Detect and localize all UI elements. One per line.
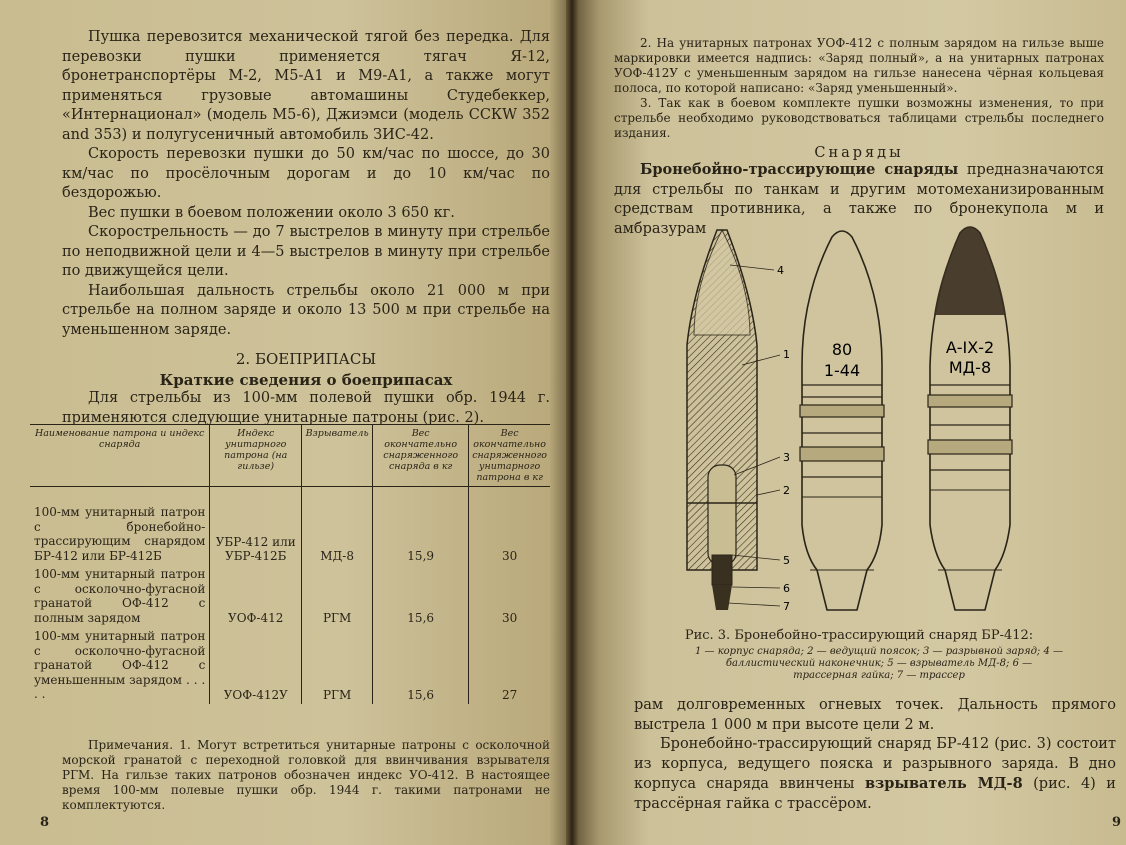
note-2: 2. На унитарных патронах УОФ-412 с полным зарядом на гильзе выше маркировки имеется надпись: «Заряд полный», а на унитарных патронах УОФ-412У с уменьшенным зарядом на гильзе нанесена чёрная кольцевая полоса, по которой написано: «Заряд уменьшенный». (614, 36, 1104, 95)
subsection-title: Краткие сведения о боеприпасах (159, 371, 453, 389)
paragraph-br412 (634, 735, 1116, 814)
right-text-block-bottom (634, 696, 1116, 814)
callout-4: 4 (777, 264, 784, 277)
shell-figure (672, 225, 1032, 620)
table-cell: 15,9 (373, 487, 469, 566)
shell-side-view-2 (928, 227, 1012, 610)
paragraph-transport: Пушка перевозится механической тягой без передка. Для перевозки пушки применяется тягач Я-12, бронетранспортёры М-2, М5-А1 и М9-А1, а также могут применяться грузовые автомашины Студебеккер, «Интернационал» (модель М5-6), Джиэмси (модель ССКW 352 and 353) и полугусеничный автомобиль ЗИС-42. (62, 29, 550, 143)
book-gutter (566, 0, 578, 845)
shell-side-view-1 (800, 231, 884, 610)
paragraph-rate-of-fire: Скорострельность — до 7 выстрелов в минуту при стрельбе по неподвижной цели и 4—5 выстрелов в минуту при стрельбе по движущейся цели. (62, 224, 550, 279)
table-header: Наименование патрона и индекс снаряда (30, 425, 210, 487)
table-cell: 30 (469, 565, 550, 627)
table-header: Вес окончательно снаряженного унитарного патрона в кг (469, 425, 550, 487)
paragraph-rounds-intro: Для стрельбы из 100-мм полевой пушки обр. 1944 г. применяются следующие унитарные патроны (рис. 2). (62, 390, 550, 426)
shell-marking-1-44: 1-44 (823, 361, 861, 380)
table-cell: РГМ (302, 627, 373, 704)
table-cell: УБР-412 или УБР-412Б (210, 487, 302, 566)
left-notes (62, 738, 550, 813)
ammo-table (30, 424, 550, 704)
section-title-ammo: 2. БОЕПРИПАСЫ (235, 350, 377, 368)
right-notes (614, 36, 1104, 141)
table-cell: 100-мм унитарный патрон с бронебойно-трассирующим снарядом БР-412 или БР-412Б (34, 505, 206, 563)
br412-text-a: Бронебойно-трассирующий снаряд БР-412 (рис. 3) состоит из корпуса, ведущего пояска и разрывного заряда. В дно корпуса снаряда ввинчены (634, 736, 1116, 792)
table-row (30, 565, 550, 627)
note-1: Примечания. 1. Могут встретиться унитарные патроны с осколочной морской гранатой с переходной головкой для ввинчивания взрывателя РГМ. На гильзе таких патронов обозначен индекс УО-412. В настоящее время 100-мм полевые пушки обр. 1944 г. такими патронами не комплектуются. (62, 738, 550, 812)
section-title-shells: Снаряды (814, 145, 904, 161)
callout-1: 1 (783, 348, 790, 361)
shell-marking-md8: МД-8 (948, 358, 992, 377)
table-cell: РГМ (302, 565, 373, 627)
table-cell: УОФ-412У (210, 627, 302, 704)
table-header: Взрыватель (302, 425, 373, 487)
table-cell: УОФ-412 (210, 565, 302, 627)
paragraph-direct-fire: рам долговременных огневых точек. Дальность прямого выстрела 1 000 м при высоте цели 2 м. (634, 697, 1116, 733)
table-header: Индекс унитарного патрона (на гильзе) (210, 425, 302, 487)
page-number-left: 8 (40, 815, 50, 830)
callout-7: 7 (783, 600, 790, 613)
table-row (30, 627, 550, 704)
callout-6: 6 (783, 582, 790, 595)
bold-term-fuze: взрыватель МД-8 (864, 775, 1023, 792)
ap-purpose-text: предназначаются для стрельбы по танкам и другим мотомеханизированным средствам противника, а также по бронекупола м и амбразурам (614, 162, 1104, 237)
shell-cross-section (687, 230, 757, 610)
ammo-table-wrap (30, 424, 550, 704)
br412-text-b: (рис. 4) и трассёрная гайка с трассёром. (634, 776, 1116, 812)
right-page (572, 0, 1126, 845)
table-cell: 100-мм унитарный патрон с осколочно-фугасной гранатой ОФ-412 с полным зарядом (34, 567, 206, 625)
table-cell: 15,6 (373, 627, 469, 704)
paragraph-weight: Вес пушки в боевом положении около 3 650 кг. (88, 204, 455, 221)
table-cell: 100-мм унитарный патрон с осколочно-фугасной гранатой ОФ-412 с уменьшенным зарядом . . . . . (34, 629, 206, 701)
figure-caption: Рис. 3. Бронебойно-трассирующий снаряд БР-412: (684, 628, 1034, 643)
table-cell: 27 (469, 627, 550, 704)
table-cell: МД-8 (302, 487, 373, 566)
table-cell: 15,6 (373, 565, 469, 627)
table-header: Вес окончательно снаряженного снаряда в кг (373, 425, 469, 487)
shell-marking-aix2: А-IХ-2 (945, 338, 995, 357)
paragraph-range: Наибольшая дальность стрельбы около 21 000 м при стрельбе на полном заряде и около 13 500 м при стрельбе на уменьшенном заряде. (62, 282, 550, 338)
callout-3: 3 (783, 451, 790, 464)
left-text-block (62, 28, 550, 428)
table-cell: 30 (469, 487, 550, 566)
paragraph-speed: Скорость перевозки пушки до 50 км/час по шоссе, до 30 км/час по просёлочным дорогам и до 10 км/час по бездорожью. (62, 146, 550, 201)
page-number-right: 9 (1112, 815, 1122, 830)
callout-2: 2 (783, 484, 790, 497)
note-3: 3. Так как в боевом комплекте пушки возможны изменения, то при стрельбе необходимо руководствоваться таблицами стрельбы последнего издания. (614, 96, 1104, 140)
figure-legend: 1 — корпус снаряда; 2 — ведущий поясок; 3 — разрывной заряд; 4 — баллистический наконечник; 5 — взрыватель МД-8; 6 — трассерная гайка; 7 — трассер (694, 646, 1064, 681)
shell-marking-80: 80 (831, 340, 853, 359)
callout-5: 5 (783, 554, 790, 567)
table-row (30, 487, 550, 566)
table-header-row (30, 425, 550, 487)
bold-term-ap: Бронебойно-трассирующие снаряды (640, 161, 959, 178)
